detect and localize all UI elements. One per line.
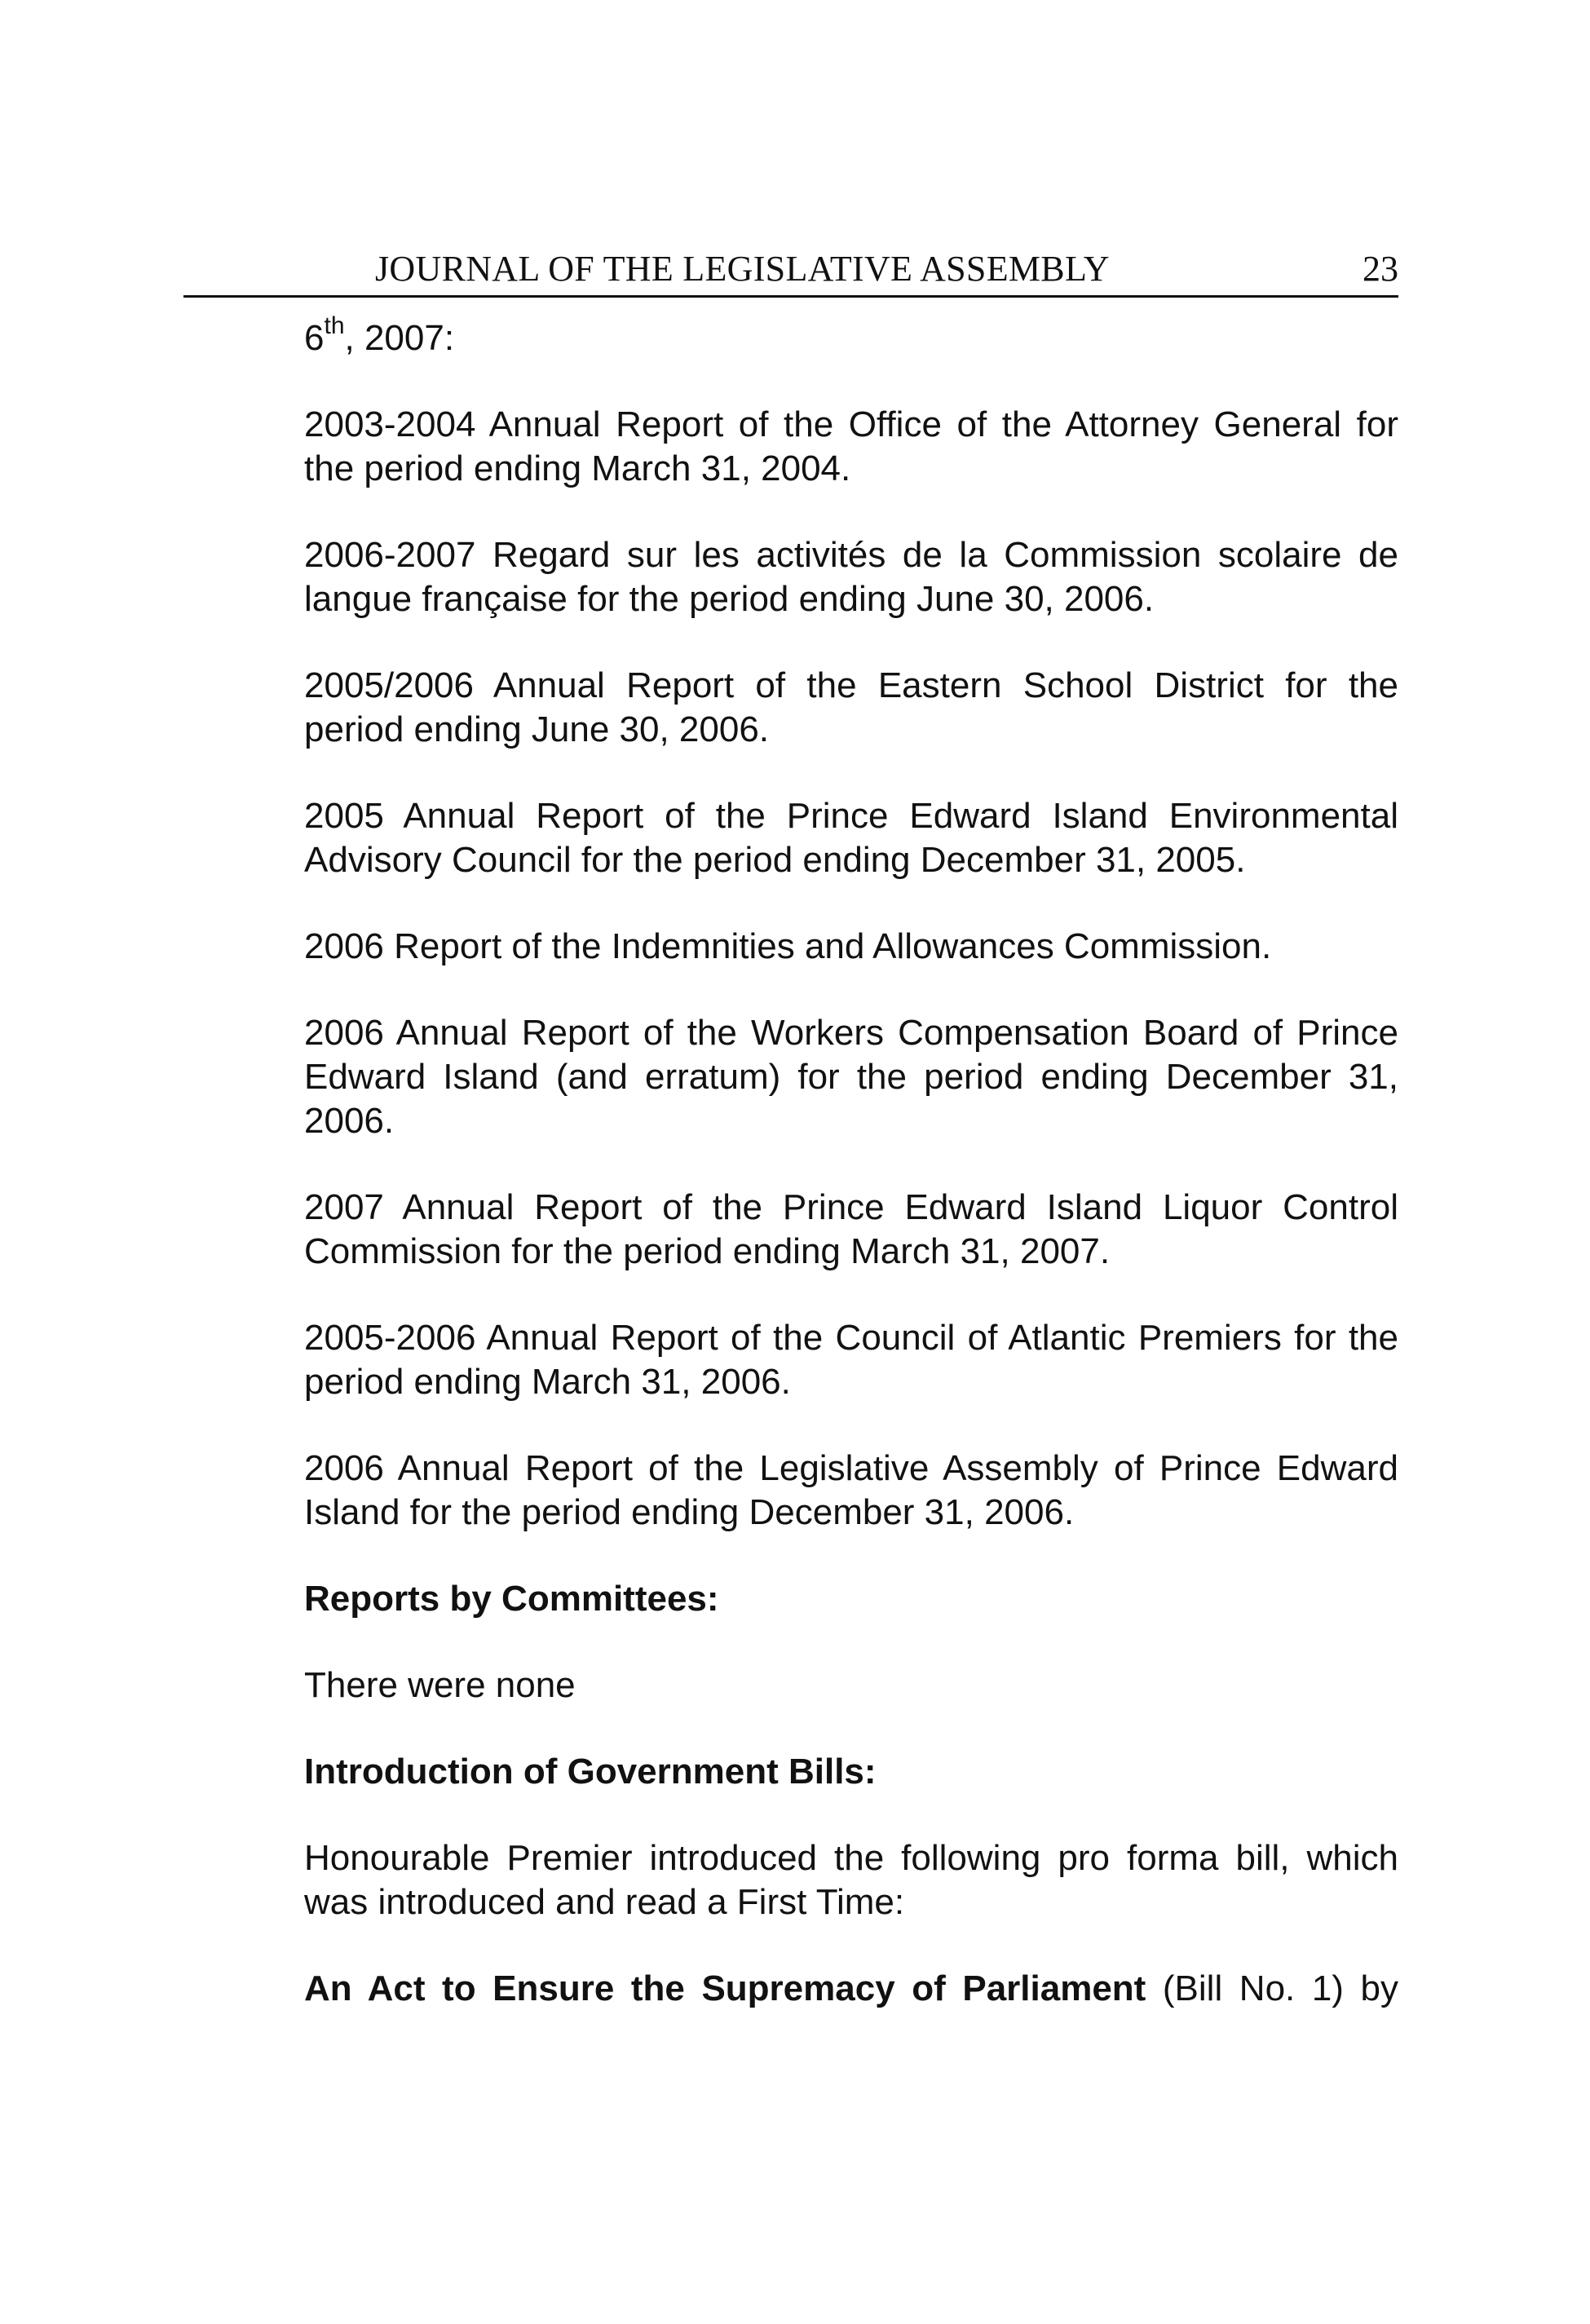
report-entry: 2007 Annual Report of the Prince Edward Island Liquor Control Commission for the period ending March 31, 2007. [304, 1187, 1398, 1271]
continuation-prefix: 6 [304, 318, 325, 358]
report-entry: 2005-2006 Annual Report of the Council of Atlantic Premiers for the period ending March 31, 2006. [304, 1318, 1398, 1402]
bill-line [304, 1967, 1398, 2011]
report-entry: 2006 Annual Report of the Legislative Assembly of Prince Edward Island for the period ending December 31, 2006. [304, 1448, 1398, 1532]
continuation-line [304, 312, 1398, 360]
ordinal-superscript: th [324, 312, 345, 340]
report-entry: 2005/2006 Annual Report of the Eastern School District for the period ending June 30, 2006. [304, 665, 1398, 749]
government-bills-heading: Introduction of Government Bills: [304, 1752, 877, 1792]
report-entry: 2006 Annual Report of the Workers Compensation Board of Prince Edward Island (and erratum) for the period ending December 31, 2006. [304, 1013, 1398, 1141]
committees-text: There were none [304, 1665, 576, 1705]
report-entry: 2005 Annual Report of the Prince Edward Island Environmental Advisory Council for the period ending December 31, 2005. [304, 796, 1398, 880]
running-header [183, 245, 1398, 298]
journal-title: JOURNAL OF THE LEGISLATIVE ASSEMBLY [375, 249, 1110, 289]
committees-heading: Reports by Committees: [304, 1579, 719, 1619]
bill-title: An Act to Ensure the Supremacy of Parliament [304, 1968, 1146, 2008]
report-entry: 2006-2007 Regard sur les activités de la Commission scolaire de langue française for the period ending June 30, 2006. [304, 535, 1398, 619]
government-bills-text: Honourable Premier introduced the following pro forma bill, which was introduced and read a First Time: [304, 1838, 1398, 1922]
page-number: 23 [1363, 249, 1398, 289]
report-entry: 2006 Report of the Indemnities and Allowances Commission. [304, 926, 1272, 966]
page-body [304, 312, 1398, 2053]
report-entry: 2003-2004 Annual Report of the Office of the Attorney General for the period ending March 31, 2004. [304, 404, 1398, 488]
bill-suffix: (Bill No. 1) by [1146, 1968, 1398, 2008]
continuation-suffix: , 2007: [344, 318, 455, 358]
